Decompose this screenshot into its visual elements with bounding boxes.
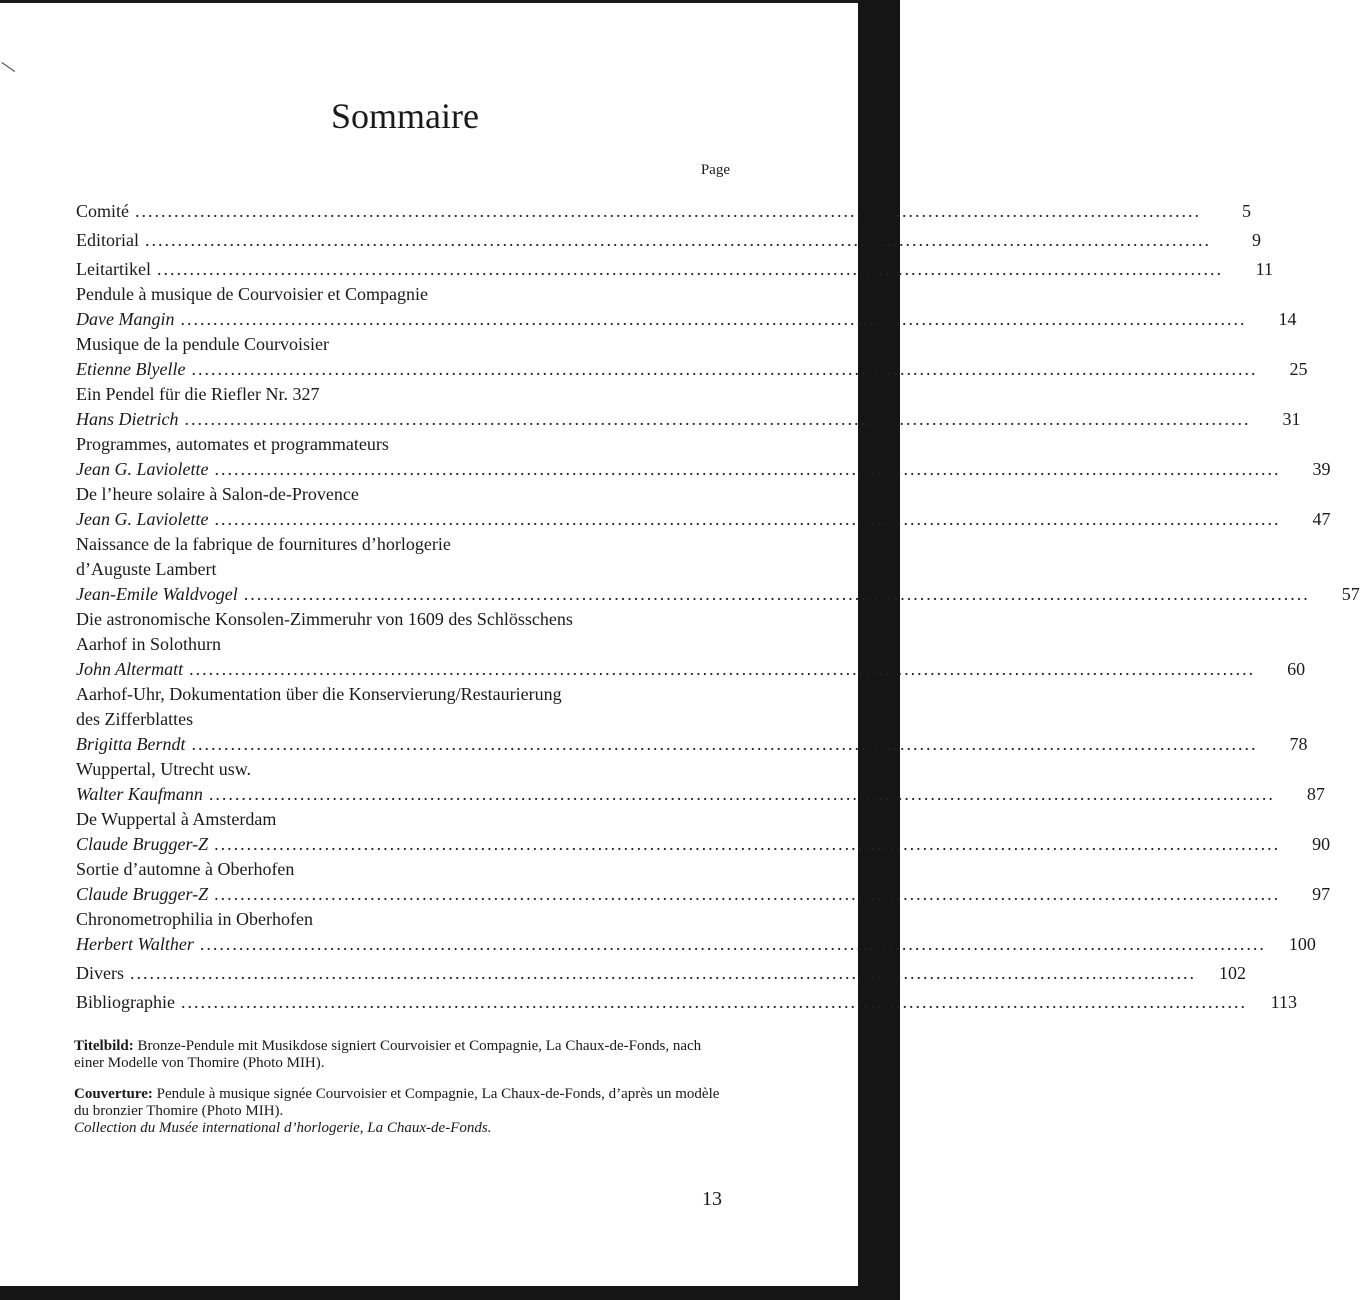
toc-entry-title-continued: Aarhof in Solothurn [76, 634, 221, 654]
toc-entry-title: Programmes, automates et programmateurs [76, 434, 389, 454]
dot-leader: .................................................................................................................................................................... [189, 659, 1256, 679]
toc-entry-author: John Altermatt [76, 659, 184, 679]
toc-entry-page: 14 [1278, 309, 1297, 329]
toc-entry-title: De l’heure solaire à Salon-de-Provence [76, 484, 359, 504]
toc-entry-page: 57 [1341, 584, 1360, 604]
dot-leader: .................................................................................................................................................................... [199, 934, 1266, 954]
dot-leader: .................................................................................................................................................................... [156, 259, 1223, 279]
toc-entry-title: De Wuppertal à Amsterdam [76, 809, 277, 829]
dot-leader: .................................................................................................................................................................... [214, 884, 1281, 904]
toc-entry-author: Claude Brugger-Z [76, 834, 209, 854]
dot-leader: .................................................................................................................................................................... [180, 992, 1247, 1012]
toc-entry-page: 31 [1282, 409, 1301, 429]
scan-edge-right [858, 0, 900, 1300]
toc-entry-line [76, 228, 1261, 253]
toc-entry-title-continued: d’Auguste Lambert [76, 559, 217, 579]
toc-entry [76, 532, 1360, 607]
toc-entry [76, 961, 1246, 986]
toc-entry-author: Etienne Blyelle [76, 359, 186, 379]
toc-entry-line [76, 657, 1306, 682]
toc-entry-author: Dave Mangin [76, 309, 175, 329]
toc-entry [76, 607, 1306, 682]
scan-mark [1, 62, 15, 72]
toc-entry-title: Pendule à musique de Courvoisier et Compagnie [76, 284, 428, 304]
dot-leader: .................................................................................................................................................................... [214, 459, 1281, 479]
toc-entry-author: Jean G. Laviolette [76, 459, 209, 479]
titelbild-text: Bronze-Pendule mit Musikdose signiert Courvoisier et Compagnie, La Chaux-de-Fonds, nach einer Modelle von Thomire (Photo MIH). [74, 1038, 702, 1071]
toc-entry [76, 432, 1331, 482]
toc-entry-title: Aarhof-Uhr, Dokumentation über die Konservierung/Restaurierung [76, 684, 562, 704]
toc-entry [76, 257, 1273, 282]
toc-entry-line [76, 457, 1331, 482]
toc-entry-title: Comité [76, 201, 129, 221]
scan-edge-top [0, 0, 900, 3]
toc-entry-page: 9 [1251, 230, 1261, 250]
dot-leader: .................................................................................................................................................................... [180, 309, 1247, 329]
toc-entry-page: 87 [1306, 784, 1325, 804]
toc-entry-title: Leitartikel [76, 259, 151, 279]
dot-leader: .................................................................................................................................................................... [130, 963, 1196, 983]
couverture-credit: Collection du Musée international d’horlogerie, La Chaux-de-Fonds. [74, 1120, 492, 1136]
toc-entry-line [76, 357, 1308, 382]
toc-entry-title: Bibliographie [76, 992, 175, 1012]
dot-leader: .................................................................................................................................................................... [243, 584, 1310, 604]
toc-entry-title: Editorial [76, 230, 139, 250]
toc-entry-page: 60 [1287, 659, 1306, 679]
toc-entry-line [76, 832, 1331, 857]
toc-entry-page: 39 [1312, 459, 1331, 479]
toc-entry-line [76, 932, 1316, 957]
toc-entry-page: 11 [1255, 259, 1273, 279]
toc-entry-line [76, 507, 1331, 532]
toc-entry-author: Jean-Emile Waldvogel [76, 584, 238, 604]
toc-entry-page: 78 [1289, 734, 1308, 754]
page-column-header: Page [700, 162, 730, 178]
dot-leader: .................................................................................................................................................................... [144, 230, 1211, 250]
toc-entry-line [76, 257, 1273, 282]
toc-entry-line [76, 199, 1251, 224]
toc-entry [76, 332, 1308, 382]
toc-entry [76, 990, 1297, 1015]
dot-leader: .................................................................................................................................................................... [214, 509, 1281, 529]
toc-entry-page: 113 [1270, 992, 1297, 1012]
toc-entry-line [76, 882, 1331, 907]
toc-entry [76, 482, 1331, 532]
dot-leader: .................................................................................................................................................................... [184, 409, 1251, 429]
dot-leader: .................................................................................................................................................................... [191, 359, 1258, 379]
toc-entry-line [76, 990, 1297, 1015]
toc-entry-title: Musique de la pendule Courvoisier [76, 334, 329, 354]
page-title: Sommaire [331, 96, 479, 136]
toc-entry-title: Wuppertal, Utrecht usw. [76, 759, 252, 779]
toc-entry-line [76, 407, 1301, 432]
toc-entry-page: 100 [1288, 934, 1316, 954]
toc-entry-page: 5 [1242, 201, 1251, 221]
toc-entry [76, 282, 1297, 332]
page-number: 13 [702, 1188, 722, 1210]
toc-entry-title: Naissance de la fabrique de fournitures d’horlogerie [76, 534, 451, 554]
toc-entry-author: Walter Kaufmann [76, 784, 203, 804]
toc-entry-page: 90 [1312, 834, 1331, 854]
titelbild-label: Titelbild: [74, 1038, 134, 1054]
couverture-label: Couverture: [74, 1086, 153, 1102]
toc-entry-page: 102 [1219, 963, 1246, 983]
toc-entry-title-continued: des Zifferblattes [76, 709, 194, 729]
toc-entry-author: Jean G. Laviolette [76, 509, 209, 529]
titelbild-note [74, 1038, 730, 1072]
dot-leader: .................................................................................................................................................................... [214, 834, 1281, 854]
toc-entry-line [76, 307, 1297, 332]
cover-notes [74, 1038, 730, 1151]
toc-entry-line [76, 782, 1325, 807]
toc-entry-title: Chronometrophilia in Oberhofen [76, 909, 313, 929]
dot-leader: .................................................................................................................................................................... [191, 734, 1258, 754]
toc-entry [76, 228, 1261, 253]
toc-entry-title: Divers [76, 963, 124, 983]
toc-entry [76, 807, 1331, 857]
toc-entry [76, 199, 1251, 224]
toc-entry [76, 682, 1308, 757]
couverture-note [74, 1086, 730, 1137]
toc-entry-page: 97 [1312, 884, 1331, 904]
toc-entry [76, 857, 1331, 907]
scan-edge-bottom [0, 1286, 900, 1300]
toc-entry-line [76, 732, 1308, 757]
toc-entry [76, 757, 1325, 807]
toc-entry-title: Ein Pendel für die Riefler Nr. 327 [76, 384, 320, 404]
toc-entry [76, 907, 1316, 957]
toc-entry-title: Die astronomische Konsolen-Zimmeruhr von 1609 des Schlösschens [76, 609, 573, 629]
toc-entry-author: Herbert Walther [76, 934, 194, 954]
toc-entry-title: Sortie d’automne à Oberhofen [76, 859, 295, 879]
toc-entry-author: Brigitta Berndt [76, 734, 186, 754]
dot-leader: .................................................................................................................................................................... [208, 784, 1275, 804]
toc-entry-page: 47 [1312, 509, 1331, 529]
couverture-text: Pendule à musique signée Courvoisier et Compagnie, La Chaux-de-Fonds, d’après un modèle du bronzier Thomire (Photo MIH). [74, 1086, 720, 1119]
table-of-contents [76, 199, 1360, 1015]
toc-entry-page: 25 [1289, 359, 1308, 379]
dot-leader: .................................................................................................................................................................... [135, 201, 1201, 221]
toc-entry-line [76, 582, 1360, 607]
toc-entry-author: Claude Brugger-Z [76, 884, 209, 904]
toc-entry-author: Hans Dietrich [76, 409, 179, 429]
toc-entry [76, 382, 1301, 432]
toc-entry-line [76, 961, 1246, 986]
